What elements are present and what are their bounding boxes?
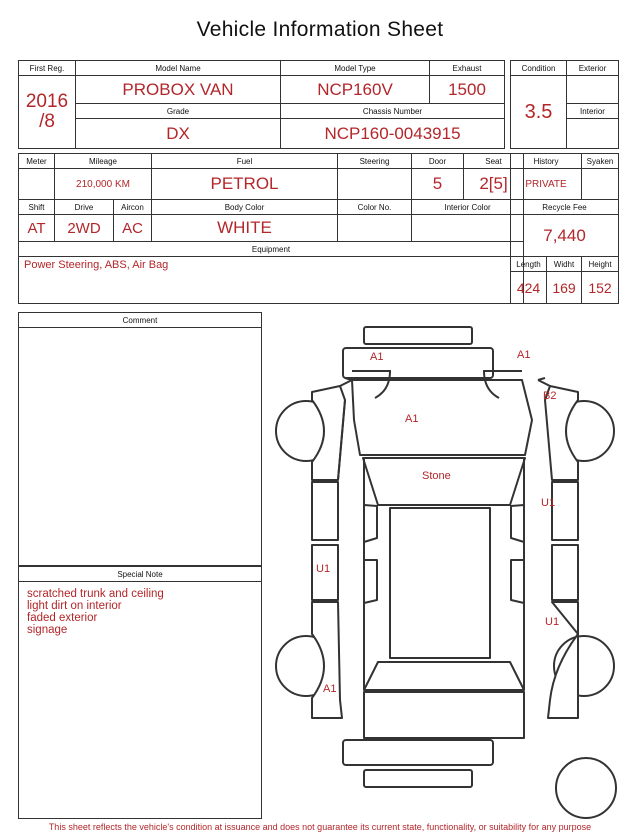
first-reg-month: /8 xyxy=(39,111,55,132)
history-label: History xyxy=(511,154,582,169)
front-door-left xyxy=(312,482,338,540)
interior-color-label: Interior Color xyxy=(412,200,524,215)
page-title: Vehicle Information Sheet xyxy=(196,18,444,41)
model-name-label: Model Name xyxy=(76,61,281,76)
front-door-right xyxy=(552,482,578,540)
damage-mark: A1 xyxy=(405,413,419,425)
damage-mark: Stone xyxy=(422,470,451,482)
exhaust-label: Exhaust xyxy=(430,61,505,76)
damage-mark: U1 xyxy=(541,497,556,509)
damage-mark: A1 xyxy=(370,351,384,363)
drive-label: Drive xyxy=(55,200,114,215)
first-reg-label: First Reg. xyxy=(19,61,76,76)
front-bumper xyxy=(343,348,493,378)
width-label: Widht xyxy=(547,257,582,272)
seat-value: 2[5] xyxy=(464,169,524,200)
equipment-value: Power Steering, ABS, Air Bag xyxy=(19,257,524,304)
mileage-label: Mileage xyxy=(55,154,152,169)
aircon-value: AC xyxy=(114,215,152,242)
interior-label: Interior xyxy=(567,104,619,119)
rear-window xyxy=(364,662,524,690)
front-plate xyxy=(364,327,472,344)
window-rear-left xyxy=(364,560,377,603)
syaken-label: Syaken xyxy=(582,154,619,169)
model-type-value: NCP160V xyxy=(281,76,430,104)
window-front-left xyxy=(364,505,377,542)
rear-bumper xyxy=(343,740,493,765)
drive-value: 2WD xyxy=(55,215,114,242)
roof xyxy=(390,508,490,658)
special-note-line: light dirt on interior xyxy=(27,600,122,612)
spare-wheel xyxy=(556,758,616,818)
condition-label: Condition xyxy=(511,61,567,76)
condition-value: 3.5 xyxy=(511,76,567,149)
chassis-label: Chassis Number xyxy=(281,104,505,119)
door-label: Door xyxy=(412,154,464,169)
height-value: 152 xyxy=(582,272,619,304)
special-note-label: Special Note xyxy=(117,570,163,579)
length-value: 424 xyxy=(511,272,547,304)
fuel-value: PETROL xyxy=(152,169,338,200)
damage-mark: A1 xyxy=(517,349,531,361)
model-type-label: Model Type xyxy=(281,61,430,76)
color-no-label: Color No. xyxy=(338,200,412,215)
fuel-label: Fuel xyxy=(152,154,338,169)
steering-label: Steering xyxy=(338,154,412,169)
grade-label: Grade xyxy=(76,104,281,119)
rear-door-right xyxy=(552,545,578,600)
footer-disclaimer: This sheet reflects the vehicle's condition at issuance and does not guarantee its current state, functionality, or suitability for any purpose xyxy=(48,822,592,832)
equipment-label: Equipment xyxy=(19,242,524,257)
damage-mark: U1 xyxy=(545,616,560,628)
window-front-right xyxy=(511,505,524,542)
special-note-line: signage xyxy=(27,624,68,636)
body-outline-right xyxy=(538,378,550,386)
chassis-value: NCP160-0043915 xyxy=(281,119,505,149)
shift-label: Shift xyxy=(19,200,55,215)
shift-value: AT xyxy=(19,215,55,242)
special-note-line: faded exterior xyxy=(27,612,98,624)
grade-value: DX xyxy=(76,119,281,149)
special-note-line: scratched trunk and ceiling xyxy=(27,588,164,600)
recycle-fee-value: 7,440 xyxy=(511,215,619,257)
damage-mark: U1 xyxy=(316,563,331,575)
damage-mark: A1 xyxy=(323,683,337,695)
first-reg-year: 2016 xyxy=(25,91,69,112)
width-value: 169 xyxy=(547,272,582,304)
exterior-label: Exterior xyxy=(567,61,619,76)
window-rear-right xyxy=(511,560,524,603)
aircon-label: Aircon xyxy=(114,200,152,215)
comment-label: Comment xyxy=(122,316,158,325)
height-label: Height xyxy=(582,257,619,272)
damage-mark: B2 xyxy=(543,390,557,402)
length-label: Length xyxy=(511,257,547,272)
model-name-value: PROBOX VAN xyxy=(76,76,281,104)
recycle-fee-label: Recycle Fee xyxy=(511,200,619,215)
seat-label: Seat xyxy=(464,154,524,169)
rear-plate xyxy=(364,770,472,787)
history-value: PRIVATE xyxy=(511,169,582,200)
hood xyxy=(352,380,532,455)
meter-label: Meter xyxy=(19,154,55,169)
door-value: 5 xyxy=(412,169,464,200)
exhaust-value: 1500 xyxy=(430,76,505,104)
mileage-value: 210,000 KM xyxy=(55,169,152,200)
body-color-value: WHITE xyxy=(152,215,338,242)
tailgate xyxy=(364,692,524,738)
body-color-label: Body Color xyxy=(152,200,338,215)
